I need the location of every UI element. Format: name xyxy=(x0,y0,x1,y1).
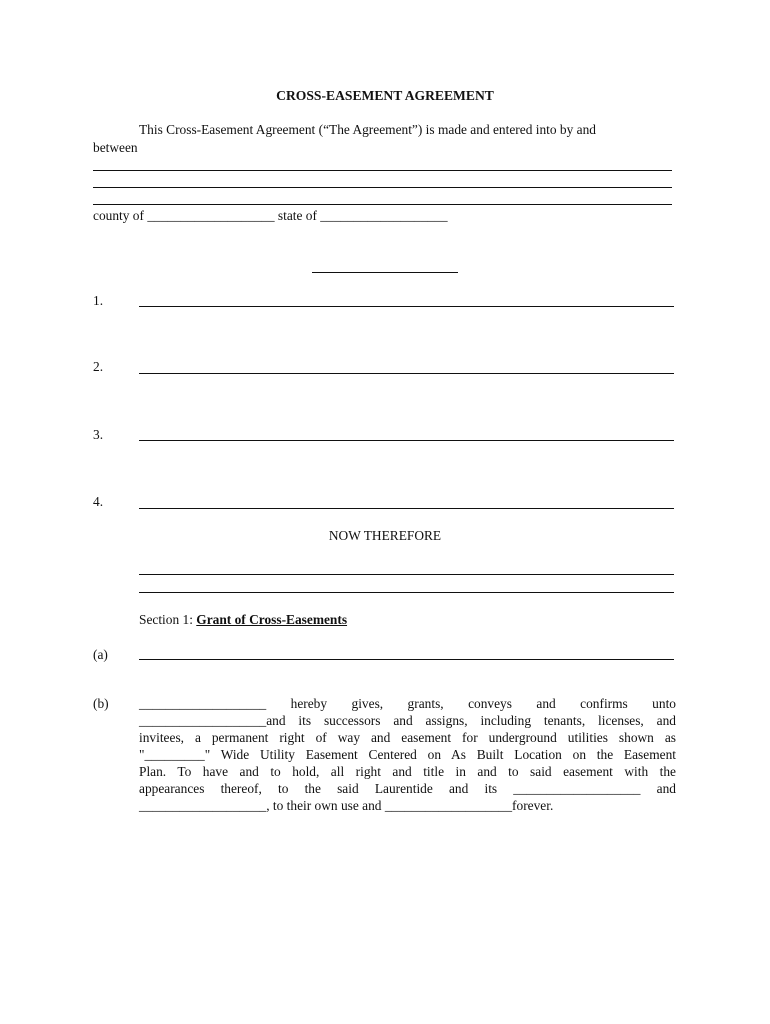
party-blank-line-3[interactable] xyxy=(93,204,672,205)
now-therefore-heading: NOW THEREFORE xyxy=(328,528,442,543)
item-a-blank[interactable] xyxy=(139,659,674,660)
county-label: county of xyxy=(93,208,144,223)
state-blank[interactable]: ___________________ xyxy=(320,208,448,223)
party-blank-line-2[interactable] xyxy=(93,187,672,188)
recital-blank-2[interactable] xyxy=(139,373,674,374)
recital-number-2: 2. xyxy=(93,359,104,374)
item-b-line: ___________________ hereby gives, grants, conveys and confirms unto xyxy=(139,696,676,711)
section1-prefix: Section 1: xyxy=(139,612,197,627)
item-b-label: (b) xyxy=(93,696,109,711)
county-blank[interactable]: ___________________ xyxy=(147,208,275,223)
section1-heading xyxy=(139,612,347,628)
document-title: CROSS-EASEMENT AGREEMENT xyxy=(276,88,494,103)
item-b-line: ___________________, to their own use and ___________________forever. xyxy=(139,798,554,813)
recital-number-1: 1. xyxy=(93,293,104,308)
intro-text-line1: This Cross-Easement Agreement (“The Agreement”) is made and entered into by and xyxy=(139,122,596,137)
intro-text-line2: between xyxy=(93,140,138,155)
county-state-line xyxy=(93,208,448,224)
recital-blank-4[interactable] xyxy=(139,508,674,509)
now-therefore-blank-2[interactable] xyxy=(139,592,674,593)
now-therefore-blank-1[interactable] xyxy=(139,574,674,575)
recital-blank-3[interactable] xyxy=(139,440,674,441)
recital-blank-1[interactable] xyxy=(139,306,674,307)
item-b-line: Plan. To have and to hold, all right and title in and to said easement with the xyxy=(139,764,676,779)
section1-title: Grant of Cross-Easements xyxy=(196,612,348,627)
item-b-line: ___________________and its successors and assigns, including tenants, licenses, and xyxy=(139,713,676,728)
item-b-line: appearances thereof, to the said Laurentide and its ___________________ and xyxy=(139,781,676,796)
heading-blank-line[interactable] xyxy=(312,272,458,273)
recital-number-3: 3. xyxy=(93,427,104,442)
party-blank-line-1[interactable] xyxy=(93,170,672,171)
item-b-line: invitees, a permanent right of way and easement for underground utilities shown as xyxy=(139,730,676,745)
item-a-label: (a) xyxy=(93,647,108,662)
item-b-line: "_________" Wide Utility Easement Centered on As Built Location on the Easement xyxy=(139,747,676,762)
recital-number-4: 4. xyxy=(93,494,104,509)
state-label: state of xyxy=(277,208,317,223)
